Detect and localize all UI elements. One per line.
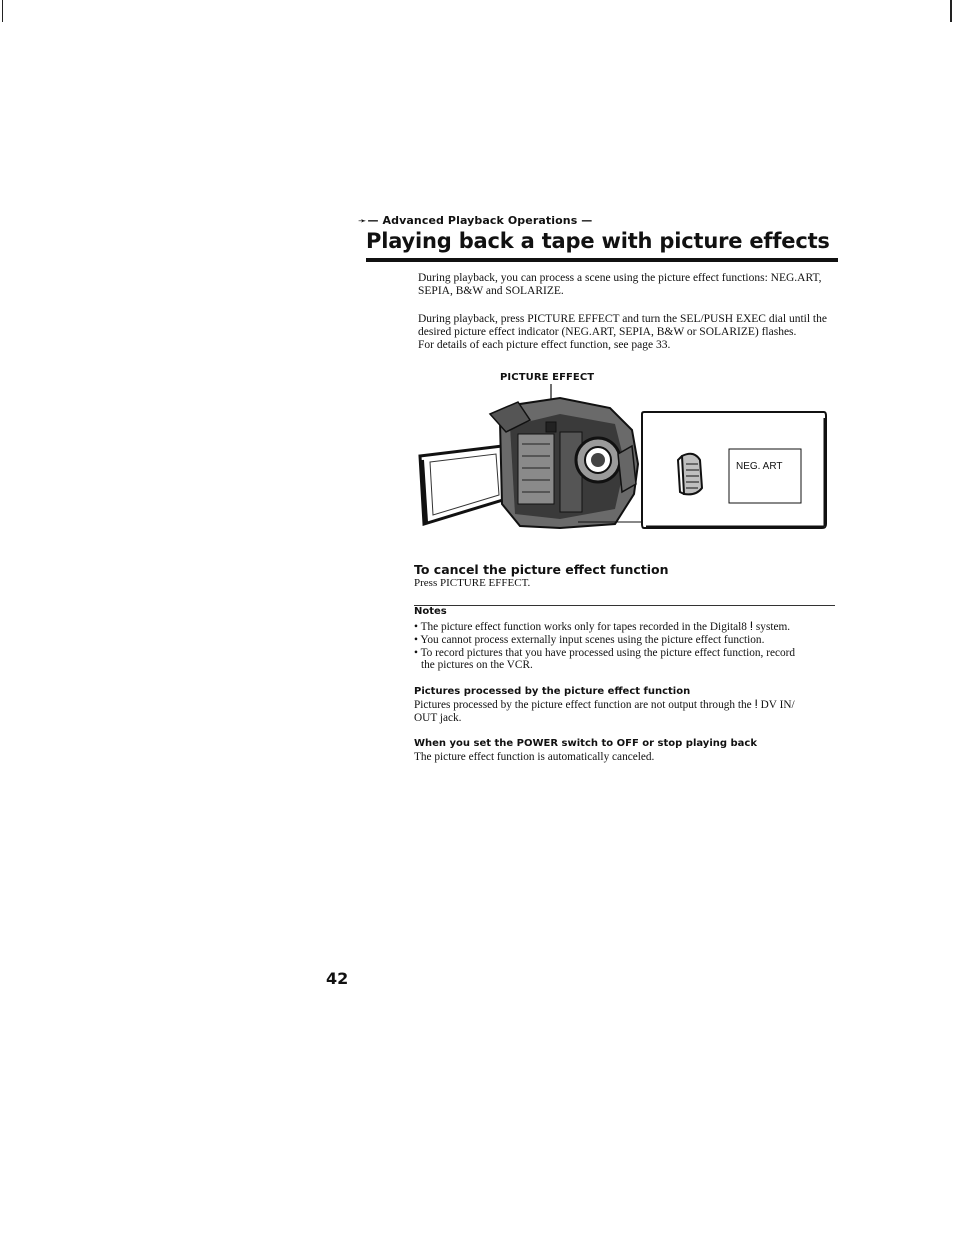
note-item-continuation: the pictures on the VCR. — [421, 659, 533, 671]
processed-heading: Pictures processed by the picture effect function — [414, 686, 691, 697]
intro-paragraph-1: During playback, you can process a scene using the picture effect functions: NEG.ART, SEPIA, B&W and SOLARIZE. — [418, 272, 822, 297]
processed-text: Pictures processed by the picture effect function are not output through the ⵑ DV IN/ OUT jack. — [414, 699, 795, 724]
title-rule — [366, 258, 838, 262]
power-heading: When you set the POWER switch to OFF or stop playing back — [414, 738, 757, 749]
display-screen — [729, 449, 801, 503]
section-label: ➛— Advanced Playback Operations — — [358, 214, 593, 227]
intro-paragraph-2: During playback, press PICTURE EFFECT and turn the SEL/PUSH EXEC dial until the desired picture effect indicator (NEG.ART, SEPIA, B&W or SOLARIZE) flashes. — [418, 313, 827, 338]
page-title: Playing back a tape with picture effects — [366, 229, 830, 253]
notes-rule — [414, 605, 835, 606]
notes-heading: Notes — [414, 606, 447, 617]
lcd-panel — [420, 446, 506, 524]
cancel-text: Press PICTURE EFFECT. — [414, 577, 531, 589]
page-number: 42 — [326, 969, 349, 988]
page-edge-mark-right — [950, 0, 952, 22]
camcorder-illustration — [410, 384, 830, 534]
intro-paragraph-3: For details of each picture effect function, see page 33. — [418, 339, 671, 351]
power-text: The picture effect function is automatically canceled. — [414, 751, 655, 763]
figure-label-picture-effect: PICTURE EFFECT — [500, 372, 595, 383]
note-item: • To record pictures that you have processed using the picture effect function, record — [414, 647, 796, 659]
note-item: • The picture effect function works only for tapes recorded in the Digital8 ⵑ system. — [414, 621, 791, 633]
cancel-heading: To cancel the picture effect function — [414, 562, 669, 577]
arrow-icon: ➛ — [358, 216, 367, 227]
display-text-neg-art: NEG. ART — [736, 461, 783, 472]
note-item: • You cannot process externally input scenes using the picture effect function. — [414, 634, 765, 646]
page-edge-mark-left — [2, 0, 3, 22]
